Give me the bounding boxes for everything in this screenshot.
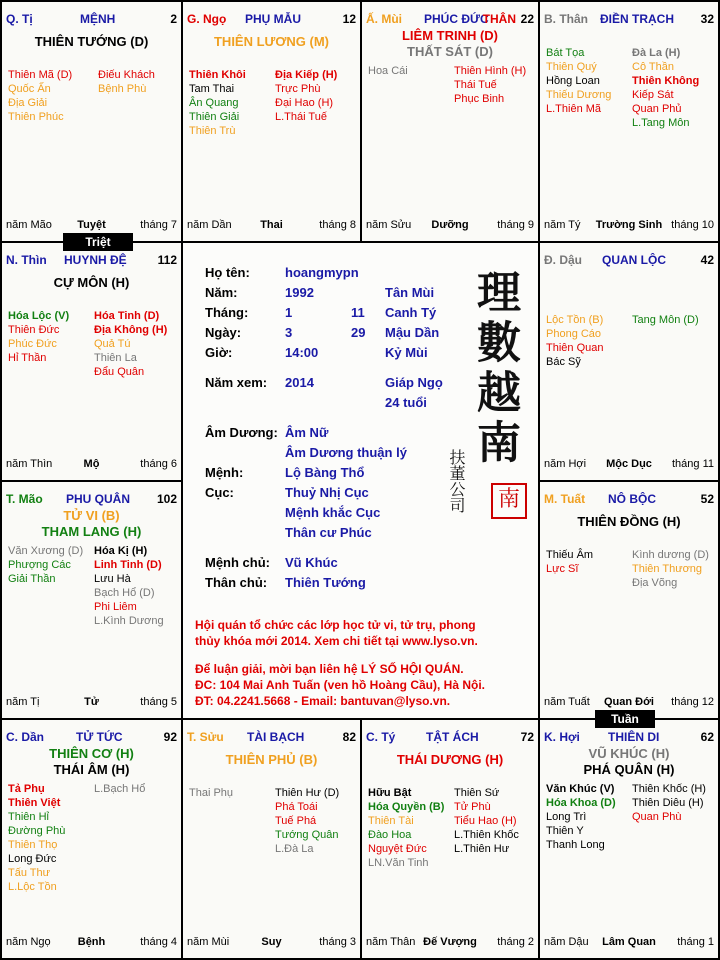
minor-star: Điếu Khách xyxy=(98,69,155,81)
palace-footer xyxy=(187,936,356,950)
main-stars xyxy=(183,752,360,768)
main-star: THIÊN PHỦ (B) xyxy=(225,752,318,767)
branch-label: Đ. Dậu xyxy=(544,253,583,267)
minor-star: Địa Không (H) xyxy=(94,324,168,336)
main-stars xyxy=(362,28,538,60)
minor-star: Đẩu Quân xyxy=(94,366,145,378)
minor-stars-left xyxy=(546,313,603,369)
main-stars xyxy=(2,34,181,50)
minor-star: Hồng Loan xyxy=(546,75,600,87)
main-stars xyxy=(540,746,718,778)
minor-star: Địa Võng xyxy=(632,577,678,589)
palace-footer xyxy=(366,219,534,233)
minor-star: Phi Liêm xyxy=(94,601,137,613)
minor-star: Phúc Đức xyxy=(8,338,57,350)
minor-star: Quốc Ấn xyxy=(8,83,51,95)
info-label: Giờ: xyxy=(205,345,233,360)
minor-star: Thiên Hư (D) xyxy=(275,787,340,799)
life-stage: Bệnh xyxy=(77,936,106,948)
month-label: tháng 6 xyxy=(140,458,177,470)
minor-star: Địa Giải xyxy=(8,97,48,109)
minor-stars-left xyxy=(546,548,593,576)
minor-star: Hóa Tinh (D) xyxy=(94,310,160,322)
minor-star: Thanh Long xyxy=(546,839,605,851)
triet-badge: Triệt xyxy=(63,233,133,251)
month-label: tháng 9 xyxy=(497,219,534,231)
minor-star: Phong Cáo xyxy=(546,328,602,340)
minor-star: Thiên Không xyxy=(632,75,700,87)
minor-star: Cô Thần xyxy=(632,61,674,73)
palace-cell xyxy=(182,1,361,242)
month-label: tháng 1 xyxy=(677,936,714,948)
palace-name: QUAN LỘC xyxy=(602,253,666,267)
minor-stars-right xyxy=(632,782,706,824)
palace-footer xyxy=(366,936,534,950)
palace-name: THIÊN DI xyxy=(608,730,660,744)
palace-name: MỆNH xyxy=(80,12,116,26)
info-canchi: Mậu Dần xyxy=(385,325,440,340)
minor-star: Bát Tọa xyxy=(546,47,585,59)
minor-star: Tướng Quân xyxy=(275,829,339,841)
main-star: THIÊN CƠ (H) xyxy=(49,746,134,761)
branch-label: C. Dần xyxy=(6,730,45,744)
minor-stars-right xyxy=(275,68,337,124)
minor-stars-left xyxy=(8,68,72,124)
month-label: tháng 7 xyxy=(140,219,177,231)
info-value: Lộ Bàng Thổ xyxy=(285,465,365,480)
minor-stars-left xyxy=(189,68,246,138)
minor-star: Văn Xương (D) xyxy=(8,545,84,557)
palace-footer xyxy=(187,219,356,233)
info-lunar-value: 29 xyxy=(351,325,366,340)
minor-star: Phượng Các xyxy=(8,559,71,571)
branch-label: M. Tuất xyxy=(544,492,586,506)
minor-star: Thiên Đức xyxy=(8,324,60,336)
minor-star: Nguyệt Đức xyxy=(368,843,427,855)
info-label: Cục: xyxy=(205,485,234,500)
minor-star: LN.Văn Tinh xyxy=(368,857,429,869)
palace-number: 2 xyxy=(170,12,177,26)
month-label: tháng 2 xyxy=(497,936,534,948)
main-star: THÁI ÂM (H) xyxy=(53,762,130,777)
palace-number: 102 xyxy=(156,492,177,506)
info-canchi: 24 tuổi xyxy=(385,395,427,410)
palace-cell xyxy=(361,719,539,959)
palace-name: PHÚC ĐỨC xyxy=(424,12,489,26)
life-stage: Quan Đới xyxy=(604,696,654,708)
minor-star: Thiên Giải xyxy=(189,111,240,123)
info-value: 2014 xyxy=(285,375,314,390)
branch-label: N. Thìn xyxy=(6,253,47,267)
minor-star: Phá Toái xyxy=(275,801,318,813)
minor-star: Lưu Hà xyxy=(94,573,131,585)
year-label: năm Thìn xyxy=(6,458,53,470)
notice-line: ĐT: 04.2241.5668 - Email: bantuvan@lyso.vn. xyxy=(195,694,451,708)
life-stage: Đế Vượng xyxy=(423,936,477,948)
palace-name: NÔ BỘC xyxy=(608,492,656,506)
info-label: Năm xem: xyxy=(205,375,268,390)
minor-star: Thiên La xyxy=(94,352,137,364)
palace-footer xyxy=(6,458,177,472)
palace-number: 92 xyxy=(163,730,177,744)
main-star: TỬ VI (B) xyxy=(63,508,120,523)
info-canchi: Tân Mùi xyxy=(385,285,435,300)
branch-label: K. Hợi xyxy=(544,730,580,744)
minor-star: Thiên Việt xyxy=(8,797,61,809)
main-star: THIÊN LƯƠNG (M) xyxy=(213,34,330,49)
palace-name: PHU QUÂN xyxy=(66,492,131,506)
minor-star: Đường Phù xyxy=(8,825,66,837)
notice-classes xyxy=(195,617,478,649)
minor-star: Văn Khúc (V) xyxy=(546,783,615,795)
life-stage: Tuyệt xyxy=(77,219,106,231)
tuan-badge: Tuần xyxy=(595,710,655,728)
minor-star: Long Trì xyxy=(546,811,587,823)
minor-star: Thiên Khốc (H) xyxy=(632,783,706,795)
palace-footer xyxy=(544,458,714,472)
minor-stars-left xyxy=(368,786,444,870)
branch-label: B. Thân xyxy=(544,12,588,26)
palace-name: TÀI BẠCH xyxy=(247,730,305,744)
life-stage: Trường Sinh xyxy=(595,219,663,231)
month-label: tháng 3 xyxy=(319,936,356,948)
info-value: 1 xyxy=(285,305,293,320)
minor-stars-right xyxy=(94,309,167,379)
palace-number: 22 xyxy=(520,12,534,26)
notice-line: ĐC: 104 Mai Anh Tuấn (ven hồ Hoàng Cầu), Hà Nội. xyxy=(195,678,486,692)
palace-number: 32 xyxy=(700,12,714,26)
info-canchi: Giáp Ngọ xyxy=(385,375,443,390)
notice-line: Để luận giải, mời bạn liên hệ LÝ SỐ HỘI QUÁN. xyxy=(195,662,464,676)
branch-label: T. Sửu xyxy=(187,730,224,744)
minor-star: Linh Tinh (D) xyxy=(94,559,162,571)
info-value: Âm Nữ xyxy=(285,425,329,440)
minor-star: Tang Môn (D) xyxy=(632,314,699,326)
minor-star: Kiếp Sát xyxy=(632,89,674,101)
minor-star: Thiên Hình (H) xyxy=(454,65,527,77)
minor-star: Giải Thần xyxy=(8,573,56,585)
info-label: Mệnh chủ: xyxy=(205,555,270,570)
month-label: tháng 12 xyxy=(671,696,714,708)
minor-star: Thiên Sứ xyxy=(454,787,500,799)
info-value: 1992 xyxy=(285,285,314,300)
main-star: VŨ KHÚC (H) xyxy=(588,746,670,761)
year-label: năm Mão xyxy=(6,219,52,231)
palace-number: 12 xyxy=(342,12,356,26)
minor-star: Đại Hao (H) xyxy=(275,97,334,109)
minor-star: Tam Thai xyxy=(189,83,235,95)
info-label: Mệnh: xyxy=(205,465,244,480)
palace-header xyxy=(187,12,356,28)
palace-header xyxy=(6,730,177,746)
minor-stars-left xyxy=(189,786,233,800)
info-value: 14:00 xyxy=(285,345,319,360)
minor-star: L.Kình Dương xyxy=(94,615,164,627)
month-label: tháng 11 xyxy=(671,458,714,470)
minor-star: Hóa Lộc (V) xyxy=(8,310,70,322)
minor-stars-left xyxy=(8,309,69,365)
info-label: Thân chủ: xyxy=(205,575,268,590)
info-value: Âm Dương thuận lý xyxy=(285,445,407,460)
info-value: Mệnh khắc Cục xyxy=(285,505,381,520)
minor-star: Thai Phụ xyxy=(189,787,234,799)
minor-star: L.Đà La xyxy=(275,843,314,855)
minor-star: Ân Quang xyxy=(189,97,239,109)
main-star: PHÁ QUÂN (H) xyxy=(583,762,675,777)
branch-label: T. Mão xyxy=(6,492,43,506)
palace-header xyxy=(6,492,177,508)
life-stage: Thai xyxy=(260,219,283,231)
red-seal-stamp: 南 xyxy=(491,483,527,519)
main-stars xyxy=(2,508,181,540)
info-value: Thiên Tướng xyxy=(285,575,366,590)
palace-header xyxy=(544,253,714,269)
life-stage: Suy xyxy=(261,936,282,948)
minor-star: L.Thái Tuế xyxy=(275,111,327,123)
minor-star: Lực Sĩ xyxy=(546,563,579,575)
minor-star: Thái Tuế xyxy=(454,79,497,91)
palace-cell xyxy=(1,1,182,242)
month-label: tháng 8 xyxy=(319,219,356,231)
info-canchi: Kỷ Mùi xyxy=(385,345,428,360)
minor-star: Long Đức xyxy=(8,853,57,865)
notice-contact xyxy=(195,661,485,709)
palace-header xyxy=(6,253,177,269)
palace-number: 112 xyxy=(157,253,177,267)
minor-star: Lộc Tồn (B) xyxy=(546,314,604,326)
year-label: năm Hợi xyxy=(544,458,587,470)
minor-stars-left xyxy=(368,64,408,78)
info-label: Năm: xyxy=(205,285,238,300)
info-label: Tháng: xyxy=(205,305,249,320)
palace-header xyxy=(544,492,714,508)
minor-star: L.Thiên Khốc xyxy=(454,829,519,841)
minor-stars-right xyxy=(632,548,709,590)
minor-stars-right xyxy=(632,313,699,327)
palace-cell xyxy=(1,719,182,959)
info-label: Âm Dương: xyxy=(205,425,278,440)
minor-star: Đà La (H) xyxy=(632,47,681,59)
life-stage: Dưỡng xyxy=(431,219,469,231)
minor-stars-right xyxy=(632,46,699,130)
palace-number: 72 xyxy=(520,730,534,744)
minor-star: Hóa Kị (H) xyxy=(94,545,148,557)
palace-number: 42 xyxy=(700,253,714,267)
palace-cell xyxy=(539,1,719,242)
minor-star: Hoa Cái xyxy=(368,65,408,77)
main-stars xyxy=(2,275,181,291)
minor-star: Tiểu Hao (H) xyxy=(454,815,517,827)
minor-star: Hỉ Thần xyxy=(8,352,47,364)
minor-star: Trực Phù xyxy=(275,83,321,95)
minor-stars-left xyxy=(8,544,83,586)
minor-stars-right xyxy=(94,544,164,628)
year-label: năm Tuất xyxy=(544,696,590,708)
minor-star: Tử Phù xyxy=(454,801,491,813)
palace-header xyxy=(366,730,534,746)
minor-star: Bác Sỹ xyxy=(546,356,581,368)
main-stars xyxy=(183,34,360,50)
minor-star: L.Lộc Tồn xyxy=(8,881,57,893)
notice-line: Hội quán tổ chức các lớp học tử vi, tử trụ, phong xyxy=(195,618,476,632)
branch-label: Q. Tị xyxy=(6,12,33,26)
palace-header xyxy=(366,12,534,28)
year-label: năm Thân xyxy=(366,936,416,948)
palace-cell xyxy=(539,481,719,719)
year-label: năm Dậu xyxy=(544,936,589,948)
main-star: CỰ MÔN (H) xyxy=(53,275,130,290)
palace-name: TỬ TỨC xyxy=(76,730,123,744)
palace-cell xyxy=(182,719,361,959)
minor-star: L.Bạch Hổ xyxy=(94,783,146,795)
palace-header xyxy=(544,12,714,28)
minor-star: Hữu Bật xyxy=(368,787,412,799)
branch-label: Ấ. Mùi xyxy=(366,12,402,26)
center-info-panel xyxy=(182,242,539,719)
main-star: THẤT SÁT (D) xyxy=(407,44,493,59)
palace-footer xyxy=(6,936,177,950)
month-label: tháng 10 xyxy=(671,219,714,231)
minor-star: Thiên Quý xyxy=(546,61,597,73)
main-stars xyxy=(362,752,538,768)
than-marker: THÂN xyxy=(482,12,516,26)
palace-cell xyxy=(1,481,182,719)
life-stage: Tử xyxy=(84,696,99,708)
info-value: Thuỷ Nhị Cục xyxy=(285,485,369,500)
palace-footer xyxy=(544,936,714,950)
year-label: năm Dần xyxy=(187,219,232,231)
palace-name: TẬT ÁCH xyxy=(426,730,479,744)
minor-star: L.Thiên Hư xyxy=(454,843,510,855)
minor-star: Thiên Thọ xyxy=(8,839,58,851)
palace-footer xyxy=(544,219,714,233)
palace-number: 82 xyxy=(342,730,356,744)
palace-footer xyxy=(6,219,177,233)
minor-star: Tuế Phá xyxy=(275,815,317,827)
info-canchi: Canh Tý xyxy=(385,305,437,320)
year-label: năm Sửu xyxy=(366,219,412,231)
info-label: Họ tên: xyxy=(205,265,250,280)
palace-header xyxy=(6,12,177,28)
info-value: hoangmypn xyxy=(285,265,359,280)
minor-stars-right xyxy=(454,786,519,856)
minor-star: Thiên Tài xyxy=(368,815,414,827)
palace-name: ĐIỀN TRẠCH xyxy=(600,12,674,26)
minor-stars-left xyxy=(546,46,611,116)
palace-header xyxy=(544,730,714,746)
palace-header xyxy=(187,730,356,746)
minor-star: Quả Tú xyxy=(94,338,131,350)
year-label: năm Ngọ xyxy=(6,936,51,948)
minor-star: Tấu Thư xyxy=(8,867,51,879)
minor-star: L.Thiên Mã xyxy=(546,103,602,115)
minor-star: Thiên Diêu (H) xyxy=(632,797,704,809)
month-label: tháng 5 xyxy=(140,696,177,708)
minor-star: Hóa Quyền (B) xyxy=(368,801,445,813)
palace-footer xyxy=(544,696,714,710)
minor-stars-left xyxy=(546,782,616,852)
palace-name: PHỤ MẪU xyxy=(245,12,301,26)
info-value: Thân cư Phúc xyxy=(285,525,372,540)
main-stars xyxy=(2,746,181,778)
year-label: năm Tị xyxy=(6,696,40,708)
minor-star: Quan Phù xyxy=(632,811,682,823)
minor-star: Bạch Hổ (D) xyxy=(94,587,155,599)
life-stage: Mộ xyxy=(83,458,100,470)
main-star: LIÊM TRINH (D) xyxy=(401,28,499,43)
calligraphy-small: 扶董公司 xyxy=(447,449,466,513)
info-value: 3 xyxy=(285,325,293,340)
main-star: THÁI DƯƠNG (H) xyxy=(396,752,504,767)
palace-number: 52 xyxy=(700,492,714,506)
minor-stars-right xyxy=(454,64,526,106)
main-star: THIÊN ĐỒNG (H) xyxy=(577,514,681,529)
minor-stars-right xyxy=(275,786,339,856)
minor-star: Hóa Khoa (D) xyxy=(546,797,616,809)
notice-line: thủy khóa mới 2014. Xem chi tiết tại www.lyso.vn. xyxy=(195,634,478,648)
minor-star: Phục Binh xyxy=(454,93,505,105)
palace-footer xyxy=(6,696,177,710)
calligraphy-logo: 理數越南 xyxy=(469,269,520,469)
minor-star: Thiên Thương xyxy=(632,563,703,575)
minor-stars-right xyxy=(94,782,145,796)
palace-cell xyxy=(539,242,719,481)
minor-star: Thiên Y xyxy=(546,825,584,837)
info-value: Vũ Khúc xyxy=(285,555,338,570)
palace-cell xyxy=(361,1,539,242)
life-stage: Lâm Quan xyxy=(602,936,656,948)
year-label: năm Tý xyxy=(544,219,581,231)
info-label: Ngày: xyxy=(205,325,242,340)
main-star: THIÊN TƯỚNG (D) xyxy=(34,34,149,49)
minor-star: L.Tang Môn xyxy=(632,117,690,129)
minor-star: Địa Kiếp (H) xyxy=(275,69,338,81)
minor-star: Bệnh Phù xyxy=(98,83,147,95)
minor-stars-right xyxy=(98,68,155,96)
minor-star: Tả Phụ xyxy=(8,783,45,795)
minor-star: Quan Phủ xyxy=(632,103,682,115)
palace-cell xyxy=(539,719,719,959)
minor-stars-left xyxy=(8,782,65,894)
branch-label: C. Tý xyxy=(366,730,396,744)
main-star: THAM LANG (H) xyxy=(41,524,142,539)
minor-star: Đào Hoa xyxy=(368,829,412,841)
info-lunar-value: 11 xyxy=(351,305,365,320)
minor-star: Thiên Trù xyxy=(189,125,236,137)
month-label: tháng 4 xyxy=(140,936,177,948)
palace-number: 62 xyxy=(700,730,714,744)
minor-star: Thiên Phúc xyxy=(8,111,64,123)
branch-label: G. Ngọ xyxy=(187,12,227,26)
life-stage: Mộc Dục xyxy=(606,458,652,470)
minor-star: Thiếu Dương xyxy=(546,89,612,101)
minor-star: Kình dương (D) xyxy=(632,549,709,561)
minor-star: Thiên Hỉ xyxy=(8,811,49,823)
minor-star: Thiên Quan xyxy=(546,342,604,354)
minor-star: Thiên Mã (D) xyxy=(8,69,73,81)
main-stars xyxy=(540,514,718,530)
palace-name: HUYNH ĐỆ xyxy=(64,253,127,267)
minor-star: Thiếu Âm xyxy=(546,549,594,561)
year-label: năm Mùi xyxy=(187,936,230,948)
palace-cell xyxy=(1,242,182,481)
minor-star: Thiên Khôi xyxy=(189,69,246,81)
